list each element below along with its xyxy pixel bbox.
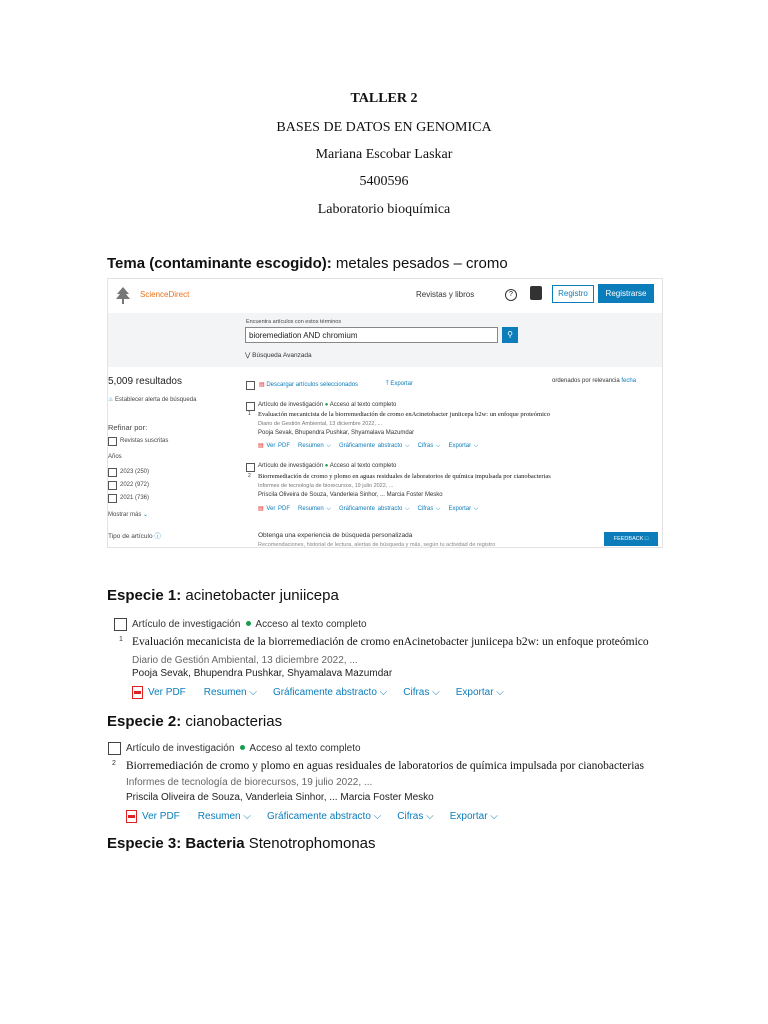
- feedback-button[interactable]: [604, 532, 658, 546]
- especie2-heading: [107, 713, 282, 730]
- subscribed-checkbox[interactable]: [108, 437, 117, 446]
- sort-control: [552, 378, 636, 384]
- result-type: [258, 402, 396, 408]
- view-pdf-label: Ver PDF: [148, 687, 186, 699]
- article-number: 2: [112, 760, 116, 767]
- sciencedirect-screenshot: [107, 278, 663, 548]
- search-label: Encuentra artículos con estos términos: [246, 319, 342, 325]
- result-type: [258, 463, 396, 469]
- pdf-icon: ▤: [258, 443, 264, 449]
- year-option: 2022 (972): [120, 482, 150, 488]
- article-links: [126, 810, 514, 823]
- result-type-label: Artículo de investigación: [258, 402, 324, 408]
- especie3-value: Stenotrophomonas: [244, 835, 376, 852]
- search-alert-link[interactable]: [108, 396, 196, 403]
- years-label: Años: [108, 454, 122, 460]
- login-button[interactable]: Registro: [552, 285, 594, 303]
- access-label: Acceso al texto completo: [329, 463, 397, 469]
- access-dot-icon: [246, 621, 251, 626]
- article-authors: Pooja Sevak, Bhupendra Pushkar, Shyamalava Mazumdar: [132, 668, 393, 679]
- result-source: Diario de Gestión Ambiental, 13 diciembre 2022, ...: [258, 421, 383, 427]
- access-label: Acceso al texto completo: [329, 402, 397, 408]
- result-number: 2: [248, 473, 251, 479]
- especie2-label: Especie 2:: [107, 713, 182, 730]
- course-name: Laboratorio bioquímica: [317, 202, 451, 217]
- abstract-link[interactable]: Resumen ⌵: [197, 811, 251, 823]
- article-links: [132, 686, 520, 699]
- especie1-heading: [107, 587, 339, 604]
- chevron-down-icon: ⌄: [141, 512, 149, 518]
- pdf-icon: ▤: [258, 506, 264, 512]
- tema-line: [107, 255, 508, 272]
- especie1-label: Especie 1:: [107, 587, 182, 604]
- article-checkbox[interactable]: [108, 742, 121, 755]
- article-type-text: Tipo de artículo: [108, 533, 153, 540]
- especie3-heading: [107, 835, 376, 852]
- institution-icon[interactable]: [530, 286, 542, 300]
- view-pdf-link[interactable]: [132, 687, 186, 698]
- article-meta: [132, 619, 367, 630]
- search-button[interactable]: ⚲: [502, 327, 518, 343]
- abstract-link[interactable]: Resumen ⌵: [203, 687, 257, 699]
- figures-link[interactable]: Cifras ⌵: [403, 687, 440, 699]
- graphical-abstract-link[interactable]: Gráficamente abstracto ⌵: [266, 811, 382, 823]
- especie2-value: cianobacterias: [181, 713, 283, 730]
- sd-nav-journals[interactable]: Revistas y libros: [416, 290, 475, 299]
- article-title[interactable]: Biorremediación de cromo y plomo en aguas residuales de laboratorios de química impulsada por cianobacterias: [126, 760, 644, 772]
- chat-icon: □: [644, 536, 649, 542]
- personalization-subtitle: Recomendaciones, historial de lectura, alertas de búsqueda y más, según tu actividad de registro: [258, 542, 496, 548]
- chevron-down-icon: ⋁: [245, 352, 253, 359]
- result-title[interactable]: Evaluación mecanicista de la biorremediación de cromo enAcinetobacter juniicepa b2w: un enfoque proteómico: [258, 411, 551, 418]
- export-link[interactable]: Exportar ⌵: [448, 443, 479, 449]
- article-title[interactable]: Evaluación mecanicista de la biorremediación de cromo enAcinetobacter juniicepa b2w: un enfoque proteómico: [132, 636, 649, 648]
- export-link[interactable]: Exportar ⌵: [449, 811, 498, 823]
- graphical-abstract-link[interactable]: Gráficamente abstracto ⌵: [338, 506, 410, 512]
- article-source: Diario de Gestión Ambiental, 13 diciembre 2022, ...: [132, 655, 358, 666]
- view-pdf-label: Ver PDF: [142, 811, 180, 823]
- graphical-abstract-link[interactable]: Gráficamente abstracto ⌵: [272, 687, 388, 699]
- article-checkbox[interactable]: [114, 618, 127, 631]
- especie3-label: Especie 3: Bacteria: [107, 835, 245, 852]
- search-input[interactable]: bioremediation AND chromium: [245, 327, 498, 343]
- year-option: 2021 (736): [120, 495, 150, 501]
- view-pdf-link[interactable]: [126, 811, 180, 822]
- article-type: Artículo de investigación: [126, 743, 235, 754]
- figures-link[interactable]: Cifras ⌵: [417, 443, 441, 449]
- sd-header: [108, 279, 662, 314]
- article-type: Artículo de investigación: [132, 619, 241, 630]
- result-number: 1: [248, 411, 251, 417]
- export-link[interactable]: [386, 381, 413, 388]
- figures-link[interactable]: Cifras ⌵: [397, 811, 434, 823]
- export-link[interactable]: Exportar ⌵: [455, 687, 504, 699]
- register-button[interactable]: Registrarse: [598, 284, 654, 303]
- download-selected-link[interactable]: [259, 381, 358, 388]
- abstract-link[interactable]: Resumen ⌵: [298, 443, 331, 449]
- search-alert-label: Establecer alerta de búsqueda: [115, 397, 197, 403]
- info-icon[interactable]: ⓘ: [152, 533, 161, 540]
- author-name: Mariana Escobar Laskar: [315, 147, 453, 162]
- refine-label: Refinar por:: [108, 423, 148, 432]
- result-checkbox[interactable]: [246, 463, 255, 472]
- year-checkbox[interactable]: [108, 481, 117, 490]
- result-authors: Pooja Sevak, Bhupendra Pushkar, Shyamalava Mazumdar: [258, 430, 415, 436]
- view-pdf-link[interactable]: Ver PDF: [266, 443, 291, 449]
- tema-value: metales pesados – cromo: [331, 255, 508, 272]
- article-authors: Priscila Oliveira de Souza, Vanderleia Sinhor, ... Marcia Foster Mesko: [126, 792, 434, 803]
- abstract-link[interactable]: Resumen ⌵: [298, 506, 331, 512]
- help-icon[interactable]: ?: [505, 289, 517, 301]
- results-count: 5,009 resultados: [108, 376, 182, 387]
- tema-label: Tema (contaminante escogido):: [107, 255, 332, 272]
- pdf-icon: [126, 810, 137, 823]
- result-title[interactable]: Biorremediación de cromo y plomo en aguas residuales de laboratorios de química impulsada por cianobacterias: [258, 473, 551, 480]
- advanced-search-label: Búsqueda Avanzada: [252, 352, 312, 359]
- year-checkbox[interactable]: [108, 494, 117, 503]
- subscribed-label: Revistas suscritas: [120, 438, 169, 444]
- personalization-title: Obtenga una experiencia de búsqueda personalizada: [258, 532, 413, 539]
- result-links: [258, 442, 478, 450]
- download-selected-label: Descargar artículos seleccionados: [266, 382, 359, 388]
- export-label: Exportar: [390, 381, 414, 387]
- especie1-value: acinetobacter juniicepa: [181, 587, 339, 604]
- elsevier-logo-icon: [112, 284, 134, 306]
- show-more-link[interactable]: [108, 511, 148, 518]
- doc-subtitle: BASES DE DATOS EN GENOMICA: [276, 120, 492, 135]
- export-link[interactable]: Exportar ⌵: [448, 506, 479, 512]
- show-more-label: Mostrar más: [108, 512, 142, 518]
- sort-date-link[interactable]: fecha: [621, 378, 637, 384]
- sort-label: ordenados por relevancia: [552, 378, 620, 384]
- article-access: Acceso al texto completo: [255, 619, 367, 630]
- advanced-search-link[interactable]: [245, 351, 312, 359]
- article-source: Informes de tecnología de biorecursos, 19 julio 2022, ...: [126, 777, 373, 788]
- year-option: 2023 (250): [120, 469, 150, 475]
- access-dot-icon: [240, 745, 245, 750]
- figures-link[interactable]: Cifras ⌵: [417, 506, 441, 512]
- pdf-icon: ▤: [259, 382, 267, 388]
- sd-search-area: [108, 313, 662, 367]
- article-meta: [126, 743, 361, 754]
- export-icon: ⤒: [386, 381, 391, 387]
- feedback-label: FEEDBACK: [613, 536, 644, 542]
- article-number: 1: [119, 636, 123, 643]
- article-type-label: [108, 531, 161, 540]
- doc-title: TALLER 2: [350, 91, 418, 106]
- access-dot-icon: ●: [324, 463, 329, 469]
- graphical-abstract-link[interactable]: Gráficamente abstracto ⌵: [338, 443, 410, 449]
- year-checkbox[interactable]: [108, 468, 117, 477]
- view-pdf-link[interactable]: Ver PDF: [266, 506, 291, 512]
- result-type-label: Artículo de investigación: [258, 463, 324, 469]
- access-dot-icon: ●: [324, 402, 329, 408]
- article-access: Acceso al texto completo: [249, 743, 361, 754]
- pdf-icon: [132, 686, 143, 699]
- sd-brand[interactable]: ScienceDirect: [140, 290, 190, 299]
- result-authors: Priscila Oliveira de Souza, Vanderleia Sinhor, ... Marcia Foster Mesko: [258, 492, 443, 498]
- student-id: 5400596: [359, 174, 409, 189]
- result-source: Informes de tecnología de biorecursos, 19 julio 2022, ...: [258, 483, 394, 489]
- select-all-checkbox[interactable]: [246, 381, 255, 390]
- result-checkbox[interactable]: [246, 402, 255, 411]
- bell-icon: ♨: [108, 397, 116, 403]
- result-links: [258, 505, 478, 513]
